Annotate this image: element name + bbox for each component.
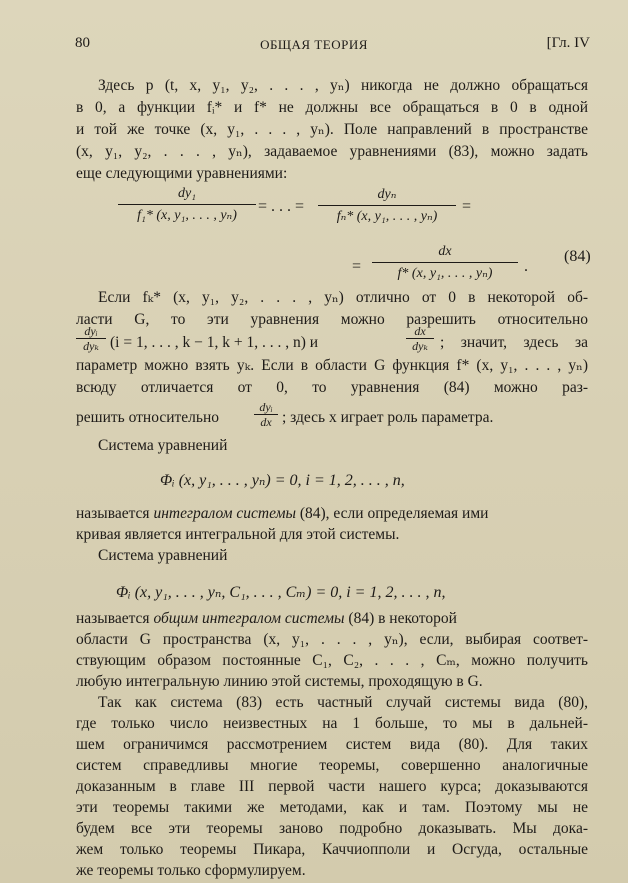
fraction-dyi-dyk: dyᵢ dyₖ	[76, 324, 106, 353]
eq84-equals: =	[462, 198, 472, 215]
eq84-period: .	[524, 258, 528, 275]
text-line: называется интегралом системы (84), если определяемая ими	[76, 504, 489, 522]
text-line: же теоремы только сформулируем.	[76, 861, 306, 879]
text-line: области G пространства (x, y₁, . . . , yₙ), если, выбирая соответ-	[76, 630, 588, 648]
text-line: параметр можно взять yₖ. Если в области G функция f* (x, y₁, . . . , yₙ)	[76, 357, 588, 374]
text-line: и той же точке (x, y₁, . . . , yₙ). Поле направлений в пространстве	[76, 121, 588, 138]
text-line: ствующим образом постоянные C₁, C₂, . . . , Cₘ, можно получить	[76, 651, 588, 669]
text-line: Здесь p (t, x, y₁, y₂, . . . , yₙ) никогда не должно обращаться	[98, 77, 588, 94]
text-line: ласти G, то эти уравнения можно разрешить относительно	[76, 311, 588, 328]
page-number: 80	[75, 35, 90, 51]
text-line: ; здесь x играет роль параметра.	[282, 409, 494, 426]
text-line: Если fₖ* (x, y₁, y₂, . . . , yₙ) отлично от 0 в некоторой об-	[98, 289, 588, 306]
text-line: Так как система (83) есть частный случай системы вида (80),	[98, 693, 588, 711]
text-line: кривая является интегральной для этой системы.	[76, 525, 400, 543]
text-line: называется общим интегралом системы (84) в некоторой	[76, 609, 457, 627]
eq84-ellipsis: = . . . =	[258, 198, 305, 215]
text-line: (i = 1, . . . , k − 1, k + 1, . . . , n) и	[110, 334, 319, 351]
eq84-fraction-1: dy₁ f₁* (x, y₁, . . . , yₙ)	[118, 186, 256, 224]
term-integral: интегралом системы	[153, 504, 296, 522]
text-line: всюду отличается от 0, то уравнения (84) можно раз-	[76, 379, 588, 396]
chapter-label: [Гл. IV	[546, 35, 590, 51]
equation-general-integral: Φᵢ (x, y₁, . . . , yₙ, C₁, . . . , Cₘ) = 0, i = 1, 2, . . . , n,	[116, 584, 446, 601]
text-line: еще следующими уравнениями:	[76, 165, 288, 182]
fraction-dx-dyk: dx dyₖ	[406, 324, 434, 353]
text-line: шем ограничимся рассмотрением систем вида (80). Для таких	[76, 735, 588, 753]
eq84-fraction-2: dyₙ fₙ* (x, y₁, . . . , yₙ)	[318, 186, 456, 225]
running-title: ОБЩАЯ ТЕОРИЯ	[260, 37, 368, 52]
fraction-dyi-dx: dyᵢ dx	[254, 400, 278, 429]
text-line: в 0, а функции fᵢ* и f* не должны все обращаться в 0 в одной	[76, 99, 588, 116]
eq84-fraction-3: dx f* (x, y₁, . . . , yₙ)	[372, 244, 518, 282]
text-line: жем только теоремы Пикара, Каччиопполи и Осгуда, остальные	[76, 840, 588, 858]
text-line: доказанным в главе III первой части нашего курса; доказываются	[76, 777, 588, 795]
text-line: где только число неизвестных на 1 больше, то мы в дальней-	[76, 714, 588, 732]
text-line: эти теоремы такими же методами, как и там. Поэтому мы не	[76, 798, 588, 816]
eq84-equals-2: =	[352, 258, 362, 275]
text-line: решить относительно	[76, 409, 220, 426]
text-line: Система уравнений	[98, 546, 228, 564]
eq84-label: (84)	[564, 248, 591, 265]
text-line: ; значит, здесь за	[440, 334, 588, 351]
equation-integral: Φᵢ (x, y₁, . . . , yₙ) = 0, i = 1, 2, . . . , n,	[160, 472, 405, 489]
text-line: Система уравнений	[98, 437, 228, 454]
term-general-integral: общим интегралом системы	[153, 609, 345, 627]
text-line: любую интегральную линию этой системы, проходящую в G.	[76, 672, 483, 690]
text-line: систем справедливы многие теоремы, совершенно аналогичные	[76, 756, 588, 774]
text-line: будем все эти теоремы заново подробно доказывать. Мы дока-	[76, 819, 588, 837]
text-line: (x, y₁, y₂, . . . , yₙ), задаваемое уравнениями (83), можно задать	[76, 143, 588, 160]
